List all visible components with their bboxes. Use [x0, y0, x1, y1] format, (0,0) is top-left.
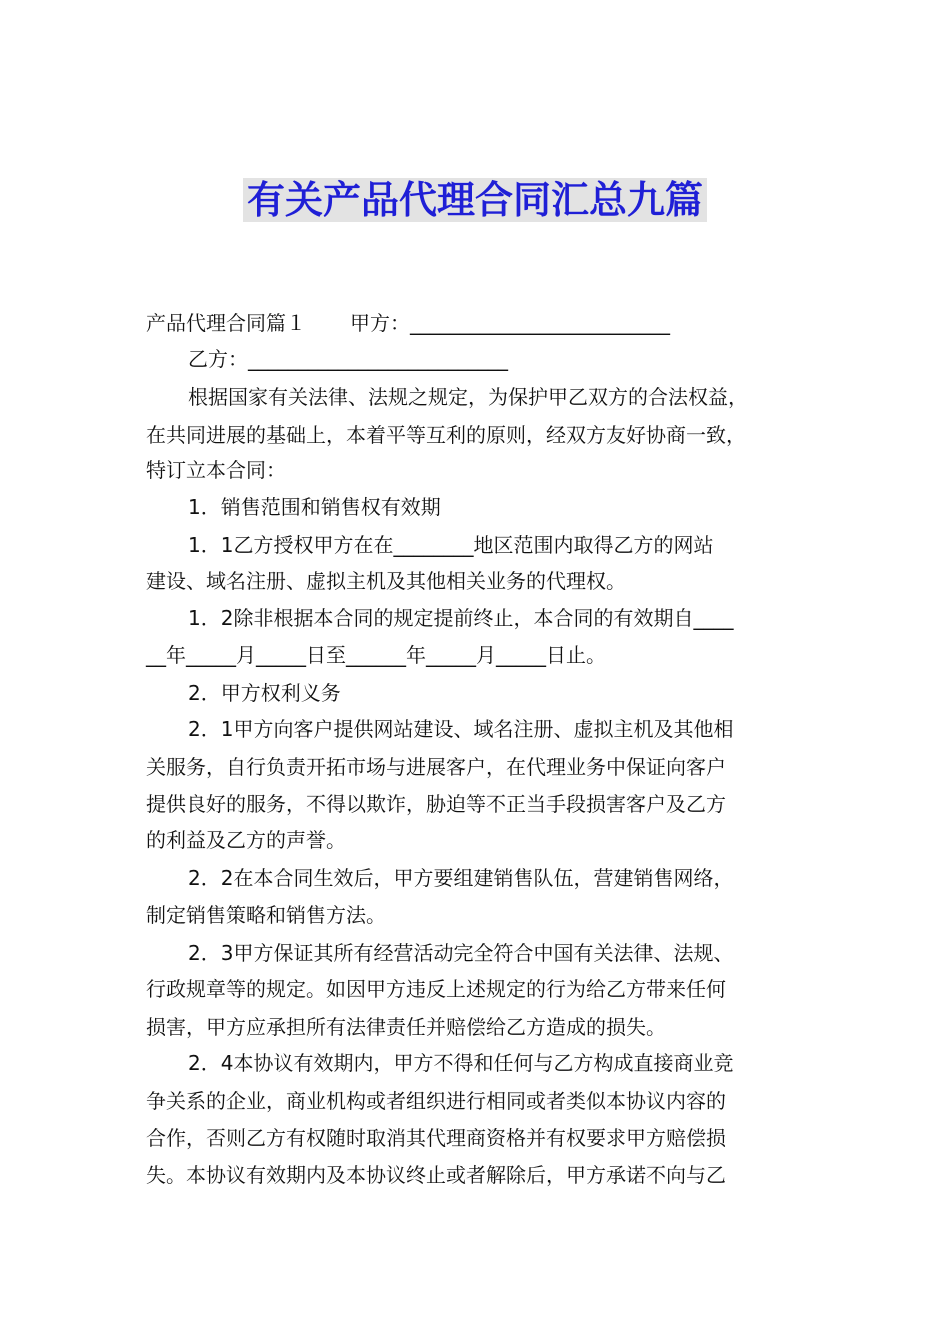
document-title-text: 有关产品代理合同汇总九篇: [243, 178, 707, 222]
body-line: __年_____月_____日至______年_____月_____日止。: [146, 643, 606, 667]
section-heading: 2．甲方权利义务: [188, 681, 341, 705]
body-line: 行政规章等的规定。如因甲方违反上述规定的行为给乙方带来任何: [146, 977, 726, 1001]
body-line: 2．2在本合同生效后，甲方要组建销售队伍，营建销售网络，: [188, 866, 734, 890]
body-line: [146, 309, 670, 337]
party-a-field: 甲方：__________________________: [350, 311, 670, 335]
body-line: 建设、域名注册、虚拟主机及其他相关业务的代理权。: [146, 569, 626, 593]
body-line: 2．1甲方向客户提供网站建设、域名注册、虚拟主机及其他相: [188, 717, 734, 741]
body-line: 2．4本协议有效期内，甲方不得和任何与乙方构成直接商业竞: [188, 1051, 734, 1075]
body-line: 根据国家有关法律、法规之规定，为保护甲乙双方的合法权益，: [188, 385, 748, 409]
body-line: 在共同进展的基础上，本着平等互利的原则，经双方友好协商一致，: [146, 423, 746, 447]
body-line: 合作，否则乙方有权随时取消其代理商资格并有权要求甲方赔偿损: [146, 1126, 726, 1150]
document-title: [0, 175, 950, 225]
body-line: 损害，甲方应承担所有法律责任并赔偿给乙方造成的损失。: [146, 1015, 666, 1039]
section-heading: 1．销售范围和销售权有效期: [188, 495, 441, 519]
body-line: 1．2除非根据本合同的规定提前终止，本合同的有效期自____: [188, 606, 734, 630]
body-line: 提供良好的服务，不得以欺诈，胁迫等不正当手段损害客户及乙方: [146, 792, 726, 816]
body-line: 争关系的企业，商业机构或者组织进行相同或者类似本协议内容的: [146, 1089, 726, 1113]
body-line: 失。本协议有效期内及本协议终止或者解除后，甲方承诺不向与乙: [146, 1163, 726, 1187]
body-line: 特订立本合同：: [146, 458, 286, 482]
body-line: 1．1乙方授权甲方在在________地区范围内取得乙方的网站: [188, 533, 714, 557]
body-line: 2．3甲方保证其所有经营活动完全符合中国有关法律、法规、: [188, 941, 734, 965]
body-line: 的利益及乙方的声誉。: [146, 828, 346, 852]
body-line: 制定销售策略和销售方法。: [146, 903, 386, 927]
party-b-field: 乙方：__________________________: [188, 347, 508, 371]
body-line: 关服务，自行负责开拓市场与进展客户，在代理业务中保证向客户: [146, 755, 726, 779]
contract-heading: 产品代理合同篇１: [146, 311, 306, 335]
